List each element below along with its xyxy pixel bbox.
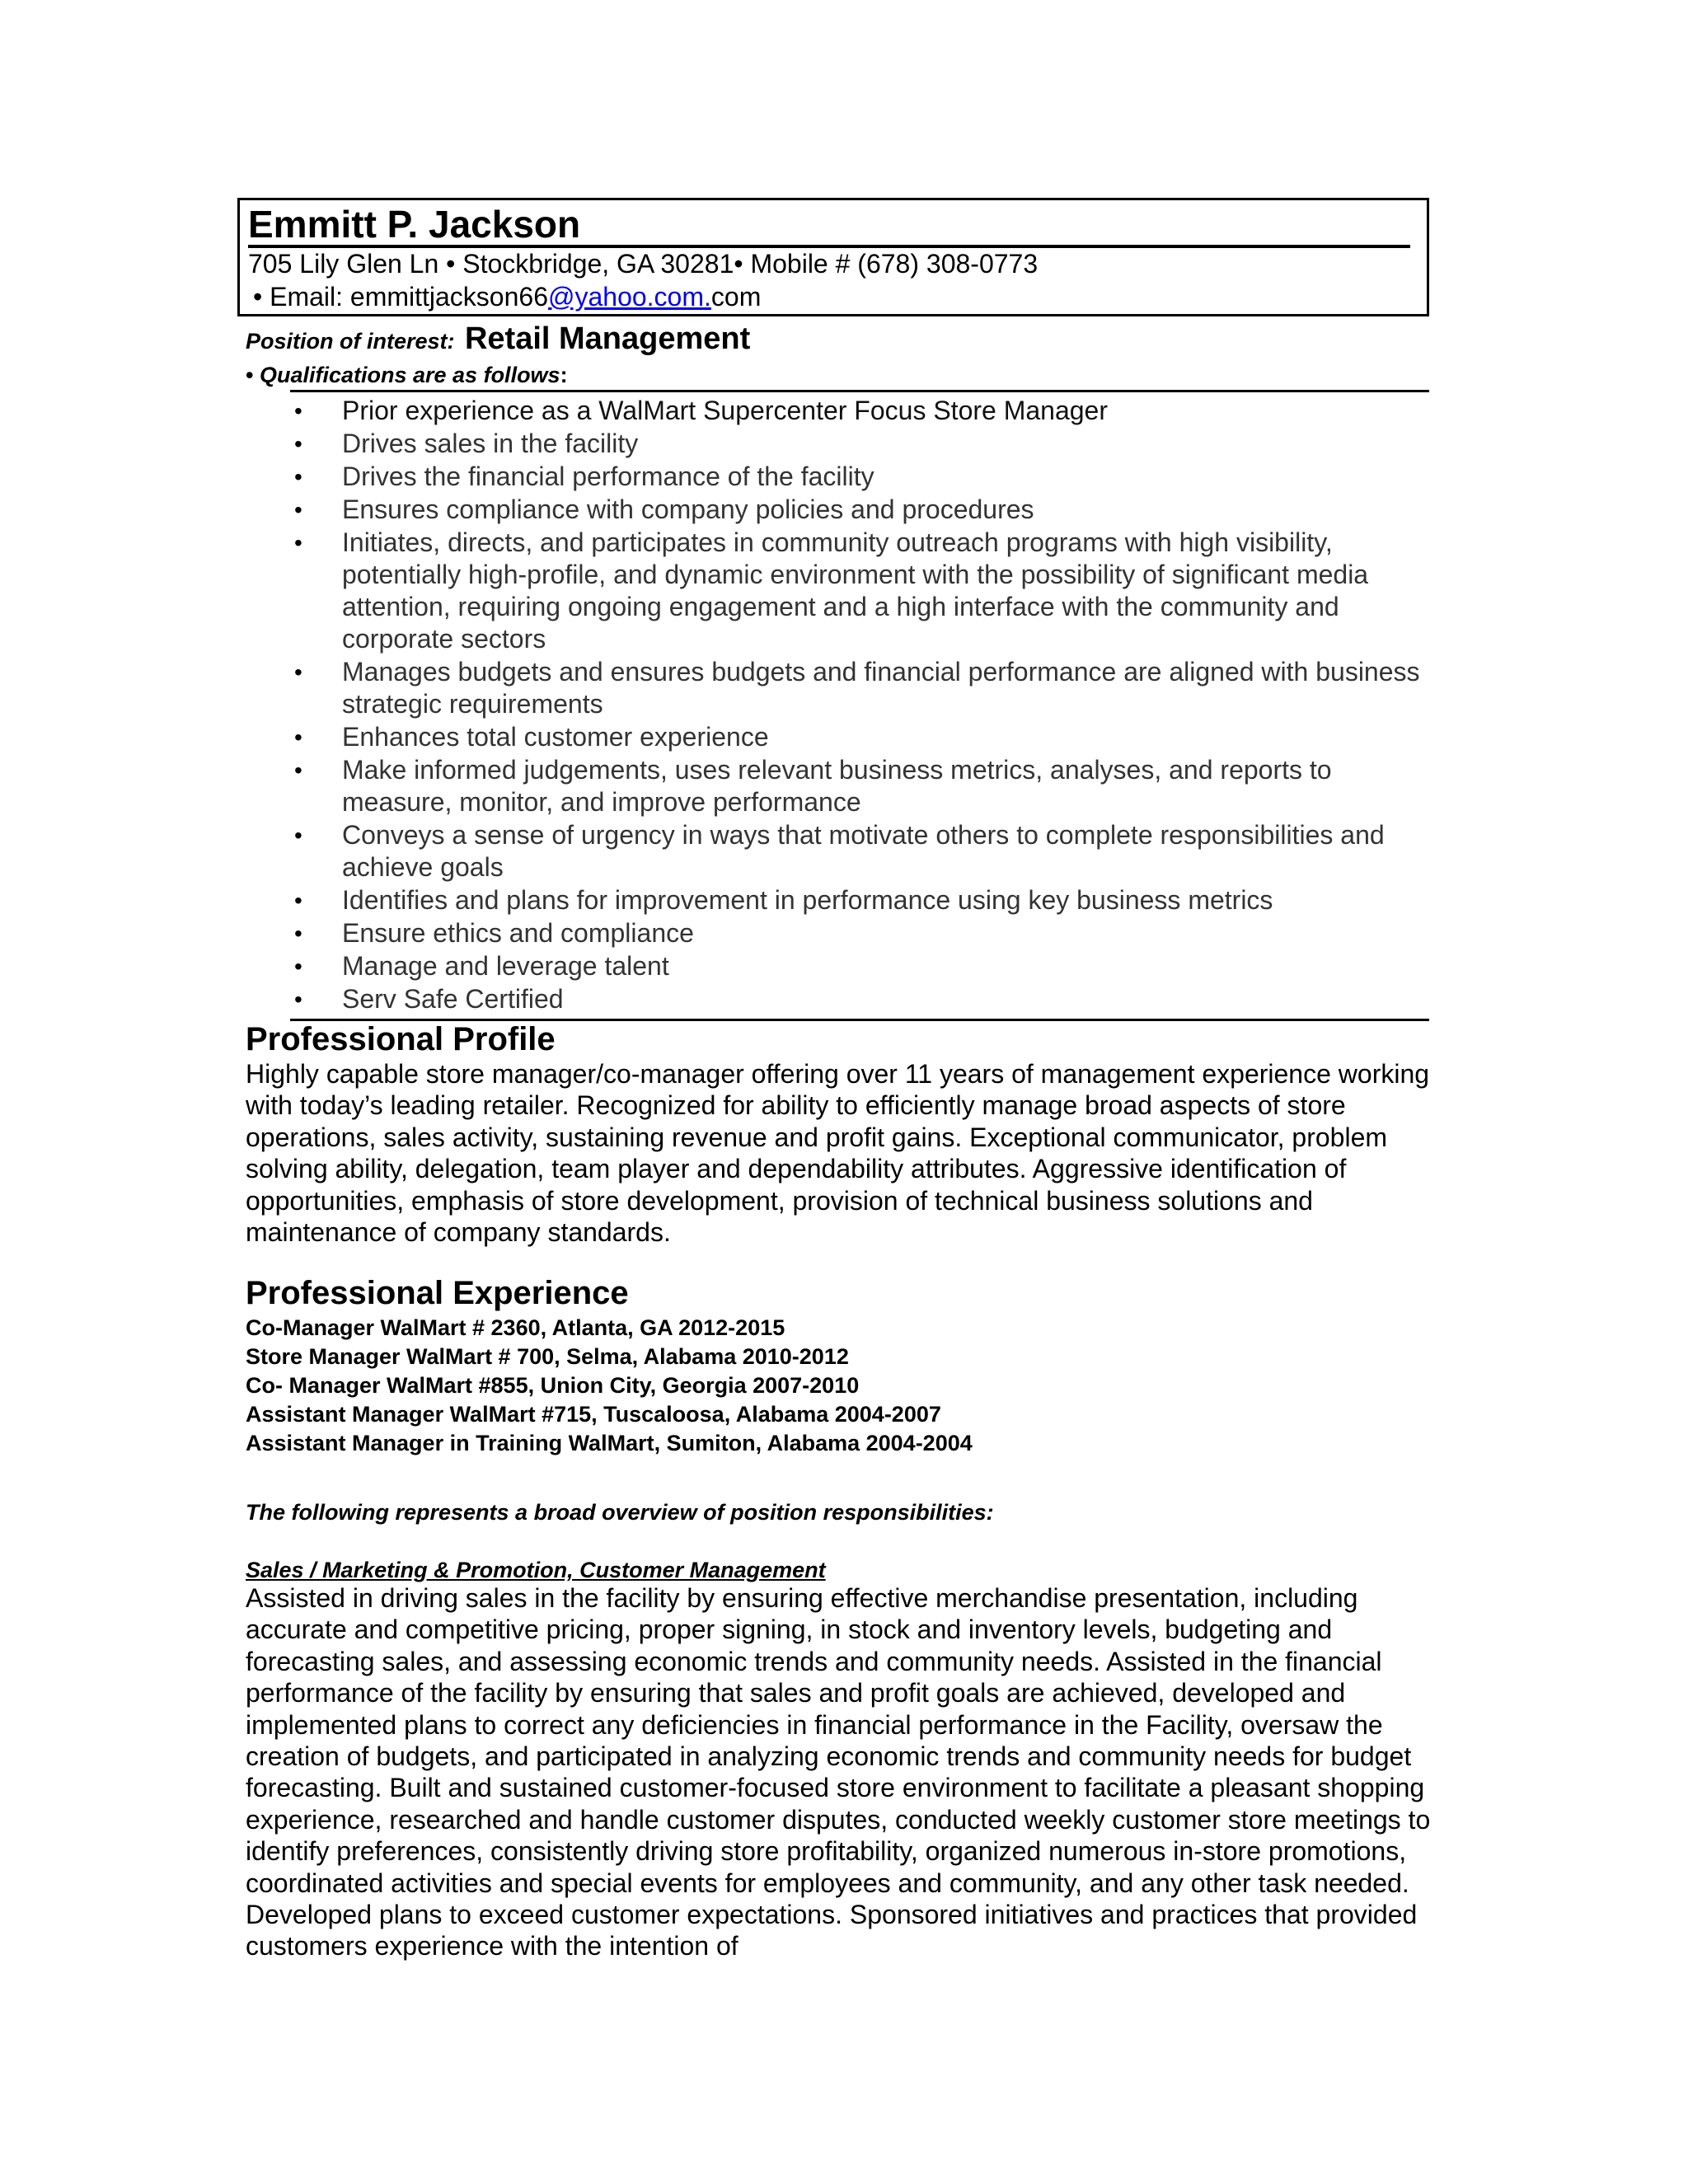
list-item: • Prior experience as a WalMart Supercenter Focus Store Manager xyxy=(294,396,1108,425)
bullet-icon: • xyxy=(294,823,302,848)
list-item: • Enhances total customer experience xyxy=(294,722,769,752)
bullet-icon: • xyxy=(294,497,302,523)
bullet-icon: • xyxy=(294,888,302,913)
bullet-separator: • xyxy=(446,249,463,279)
job-entry: Assistant Manager WalMart #715, Tuscaloosa, Alabama 2004-2007 xyxy=(246,1402,941,1427)
contact-address-line xyxy=(248,248,1038,279)
sales-marketing-text: Assisted in driving sales in the facility by ensuring effective merchandise presentation, including accurate and competitive pricing, proper signing, in stock and inventory levels, budgeting and forecasting sales, and assessing economic trends and community needs. Assisted in the financial performance of the facility by ensuring that sales and profit goals are achieved, developed and implemented plans to correct any deficiencies in financial performance in the Facility, oversaw the creation of budgets, and participated in analyzing economic trends and community needs for budget forecasting. Built and sustained customer-focused store environment to facilitate a pleasant shopping experience, researched and handle customer disputes, conducted weekly customer store meetings to identify preferences, consistently driving store profitability, organized numerous in-store promotions, coordinated activities and special events for employees and community, and any other task needed. Developed plans to exceed customer expectations. Sponsored initiatives and practices that provided customers experience with the intention of xyxy=(246,1583,1431,1961)
bullet-icon: • xyxy=(294,987,302,1012)
list-item: • Manages budgets and ensures budgets and financial performance are aligned with business strategic requirements xyxy=(294,657,1420,719)
list-item: • Serv Safe Certified xyxy=(294,984,564,1014)
candidate-name: Emmitt P. Jackson xyxy=(248,204,1410,248)
bullet-icon: • xyxy=(294,921,302,946)
job-entry: Co- Manager WalMart #855, Union City, Georgia 2007-2010 xyxy=(246,1373,860,1398)
divider xyxy=(290,390,1429,392)
bullet-icon: • xyxy=(294,398,302,424)
bullet-icon: • xyxy=(294,757,302,783)
qualifications-heading xyxy=(246,361,568,389)
qualifications-heading-text: Qualifications are as follows xyxy=(259,363,560,387)
list-item: • Ensures compliance with company policies and procedures xyxy=(294,494,1034,524)
colon: : xyxy=(560,363,568,387)
city-state-zip: Stockbridge, GA 30281 xyxy=(462,249,734,279)
bullet-separator: • xyxy=(246,363,260,387)
qualifications-list xyxy=(293,395,1430,1016)
list-item: • Make informed judgements, uses relevant business metrics, analyses, and reports to measure, monitor, and improve performance xyxy=(294,755,1332,817)
responsibilities-overview: The following represents a broad overview of position responsibilities: xyxy=(246,1500,994,1525)
list-item: • Manage and leverage talent xyxy=(294,951,669,981)
email-label: Email: emmittjackson66 xyxy=(270,282,548,312)
contact-email-line xyxy=(253,281,761,312)
email-link[interactable]: @yahoo.com. xyxy=(547,282,711,312)
list-item: • Drives sales in the facility xyxy=(294,429,639,458)
job-entry: Store Manager WalMart # 700, Selma, Alabama 2010-2012 xyxy=(246,1344,849,1369)
bullet-icon: • xyxy=(294,530,302,555)
bullet-icon: • xyxy=(294,431,302,457)
colon: : xyxy=(447,329,455,354)
list-item: • Drives the financial performance of the facility xyxy=(294,462,874,491)
job-history-list xyxy=(246,1314,973,1458)
contact-header-box xyxy=(237,198,1429,316)
sales-marketing-heading: Sales / Marketing & Promotion, Customer Management xyxy=(246,1558,826,1582)
mobile-number: Mobile # (678) 308-0773 xyxy=(750,249,1039,279)
bullet-icon: • xyxy=(294,954,302,979)
position-value: Retail Management xyxy=(464,321,751,356)
bullet-icon: • xyxy=(294,464,302,490)
job-entry: Assistant Manager in Training WalMart, Sumiton, Alabama 2004-2004 xyxy=(246,1431,973,1455)
professional-experience-heading: Professional Experience xyxy=(246,1275,629,1311)
professional-profile-heading: Professional Profile xyxy=(246,1021,556,1057)
job-entry: Co-Manager WalMart # 2360, Atlanta, GA 2012-2015 xyxy=(246,1315,785,1340)
email-tail: com xyxy=(710,282,762,312)
professional-profile-text: Highly capable store manager/co-manager offering over 11 years of management experience working with today’s leading retailer. Recognized for ability to efficiently manage broad aspects of store operations, sales activity, sustaining revenue and profit gains. Exceptional communicator, problem solving ability, delegation, team player and dependability attributes. Aggressive identification of opportunities, emphasis of store development, provision of technical business solutions and maintenance of company standards. xyxy=(246,1059,1430,1248)
position-label: Position of interest xyxy=(246,329,448,354)
list-item: • Initiates, directs, and participates in community outreach programs with high visibility, potentially high-profile, and dynamic environment with the possibility of significant media attention, requiring ongoing engagement and a high interface with the community and corporate sectors xyxy=(294,527,1369,654)
address: 705 Lily Glen Ln xyxy=(248,249,439,279)
bullet-separator: • xyxy=(734,249,751,279)
list-item: • Ensure ethics and compliance xyxy=(294,918,694,948)
list-item: • Identifies and plans for improvement in performance using key business metrics xyxy=(294,885,1273,915)
bullet-icon: • xyxy=(294,659,302,685)
bullet-icon: • xyxy=(294,724,302,750)
list-item: • Conveys a sense of urgency in ways that motivate others to complete responsibilities and achieve goals xyxy=(294,820,1385,882)
position-of-interest xyxy=(246,320,750,364)
bullet-separator: • xyxy=(253,282,270,312)
